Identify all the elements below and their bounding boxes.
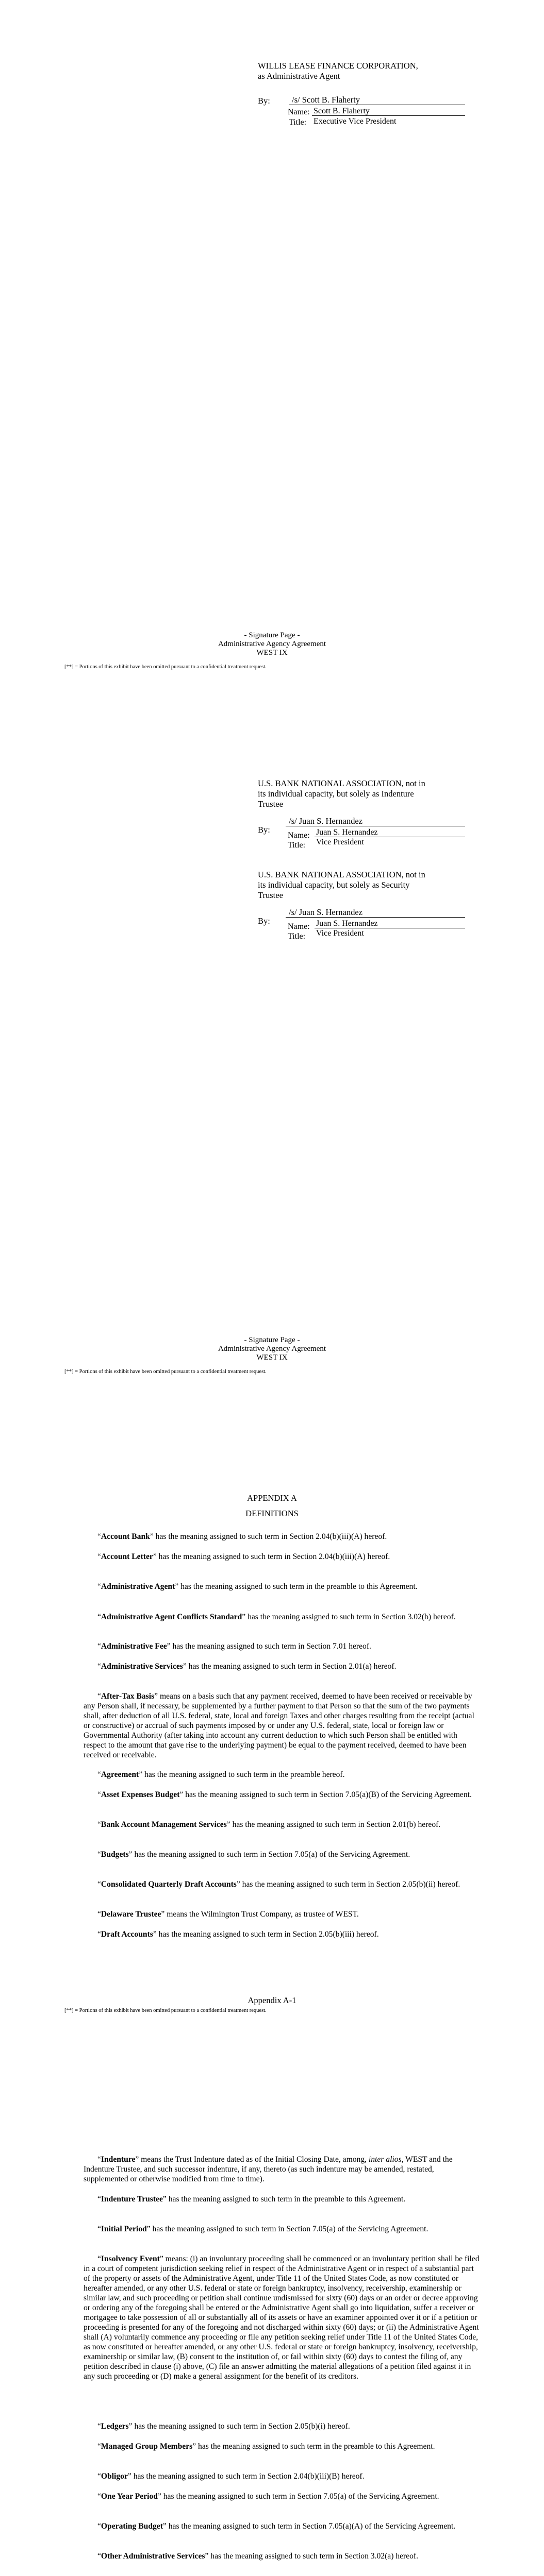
name-value: Scott B. Flaherty <box>314 107 370 115</box>
definition-draft-accounts: “Draft Accounts” has the meaning assigned to such term in Section 2.05(b)(iii) hereof. <box>97 1930 379 1939</box>
security-trustee-name: U.S. BANK NATIONAL ASSOCIATION, not in <box>258 870 425 879</box>
agreement-caption: Administrative Agency Agreement <box>218 640 326 648</box>
definition-bank-account-management: “Bank Account Management Services” has the meaning assigned to such term in Section 2.01(b) hereof. <box>97 1820 441 1829</box>
definition-delaware-trustee: “Delaware Trustee” means the Wilmington Trust Company, as trustee of WEST. <box>97 1910 359 1919</box>
title-value: Executive Vice President <box>314 117 397 126</box>
title-label: Title: <box>288 932 306 941</box>
definition-agreement: “Agreement” has the meaning assigned to such term in the preamble hereof. <box>97 1770 345 1779</box>
definition-account-letter: “Account Letter” has the meaning assigned to such term in Section 2.04(b)(iii)(A) hereof. <box>97 1552 390 1561</box>
confidential-note: [**] = Portions of this exhibit have been omitted pursuant to a confidential treatment request. <box>64 2008 267 2013</box>
trustee-name: U.S. BANK NATIONAL ASSOCIATION, not in <box>258 778 425 788</box>
company-capacity: as Administrative Agent <box>258 71 340 81</box>
definition-budgets: “Budgets” has the meaning assigned to such term in Section 7.05(a) of the Servicing Agreement. <box>97 1850 410 1859</box>
definition-consolidated-draft-accounts: “Consolidated Quarterly Draft Accounts” has the meaning assigned to such term in Section 2.05(b)(ii) hereof. <box>97 1880 460 1889</box>
name-value: Juan S. Hernandez <box>316 828 378 837</box>
definition-one-year-period: “One Year Period” has the meaning assigned to such term in Section 7.05(a) of the Servicing Agreement. <box>97 2492 439 2501</box>
name-label: Name: <box>288 831 310 840</box>
deal-caption: WEST IX <box>256 649 288 657</box>
security-trustee-capacity-cont: Trustee <box>258 890 283 900</box>
deal-caption: WEST IX <box>256 1353 288 1362</box>
definitions-heading: DEFINITIONS <box>245 1509 299 1518</box>
signature-page-caption: - Signature Page - <box>244 1336 300 1344</box>
definition-after-tax-basis: “After-Tax Basis” means on a basis such that any payment received, deemed to have been received or receivable by any Person shall, if necessary, be supplemented by a further payment to that Person so that the sum of the two payments shall, after deduction of all U.S. federal, state, local and foreign Taxes and other charges resulting from the receipt (actual or constructive) or accrual of such payments imposed by or under any U.S. federal, state, local or foreign law or Governmental Authority (after taking into account any current deduction to which such Person shall be entitled with respect to the amount that gave rise to the underlying payment) be equal to the payment received, deemed to have been received or receivable. <box>84 1692 474 1759</box>
confidential-note: [**] = Portions of this exhibit have been omitted pursuant to a confidential treatment request. <box>64 664 267 670</box>
definition-insolvency-event: “Insolvency Event” means: (i) an involuntary proceeding shall be commenced or an involuntary petition shall be filed in a court of competent jurisdiction seeking relief in respect of the Administrative Agent or in respect of a substantial part of the property or assets of the Administrative Agent, under Title 11 of the United States Code, as now constituted or hereafter amended, or any other U.S. federal or state or foreign bankruptcy, insolvency, receivership, examinership or similar law, and such proceeding or petition shall continue undismissed for sixty (60) days or an order or decree approving or ordering any of the foregoing shall be entered or the Administrative Agent shall go into liquidation, suffer a receiver or mortgagee to take possession of all or substantially all of its assets or have an examiner appointed over it or if a petition or proceeding is presented for any of the foregoing and not discharged within sixty (60) days; or (ii) the Administrative Agent shall (A) voluntarily commence any proceeding or file any petition seeking relief under Title 11 of the United States Code, as now constituted or hereafter amended, or any other U.S. federal or state or foreign bankruptcy, insolvency, receivership, examinership or similar law, (B) consent to the institution of, or fail within sixty (60) days to contest the filing of, any petition described in clause (i) above, (C) file an answer admitting the material allegations of a petition filed against it in any such proceeding or (D) make a general assignment for the benefit of its creditors. <box>84 2255 480 2381</box>
title-value: Vice President <box>316 838 364 846</box>
name-line <box>312 115 465 116</box>
definition-ledgers: “Ledgers” has the meaning assigned to such term in Section 2.05(b)(i) hereof. <box>97 2422 350 2431</box>
definition-administrative-services: “Administrative Services” has the meaning assigned to such term in Section 2.01(a) hereof. <box>97 1662 397 1671</box>
title-label: Title: <box>289 118 307 127</box>
definition-indenture: “Indenture” means the Trust Indenture dated as of the Initial Closing Date, among, inter alios, WEST and the Indenture Trustee, and such successor indenture, if any, thereto (as such indenture may be amended, restated, supplemented or otherwise modified from time to time). <box>84 2155 453 2183</box>
trustee-capacity-cont: Trustee <box>258 799 283 809</box>
definition-indenture-trustee: “Indenture Trustee” has the meaning assigned to such term in the preamble to this Agreement. <box>97 2195 406 2204</box>
company-name: WILLIS LEASE FINANCE CORPORATION, <box>258 61 418 71</box>
confidential-note: [**] = Portions of this exhibit have been omitted pursuant to a confidential treatment request. <box>64 1369 267 1375</box>
definition-administrative-agent: “Administrative Agent” has the meaning assigned to such term in the preamble to this Agreement. <box>97 1582 418 1591</box>
signature-text: /s/ Scott B. Flaherty <box>292 95 360 105</box>
definition-account-bank: “Account Bank” has the meaning assigned to such term in Section 2.04(b)(iii)(A) hereof. <box>97 1532 387 1541</box>
by-label: By: <box>258 825 270 835</box>
definition-operating-budget: “Operating Budget” has the meaning assigned to such term in Section 7.05(a)(A) of the Servicing Agreement. <box>97 2522 456 2531</box>
signature-page-caption: - Signature Page - <box>244 631 300 639</box>
definition-obligor: “Obligor” has the meaning assigned to such term in Section 2.04(b)(iii)(B) hereof. <box>97 2472 365 2481</box>
name-label: Name: <box>288 922 310 931</box>
name-label: Name: <box>288 108 310 116</box>
appendix-heading: APPENDIX A <box>247 1493 297 1503</box>
trustee-capacity: its individual capacity, but solely as Indenture <box>258 789 414 799</box>
signature-line <box>286 917 465 918</box>
definition-conflicts-standard: “Administrative Agent Conflicts Standard” has the meaning assigned to such term in Section 3.02(b) hereof. <box>97 1613 456 1621</box>
name-value: Juan S. Hernandez <box>316 919 378 928</box>
by-label: By: <box>258 916 270 926</box>
page-footer: Appendix A-1 <box>248 1995 296 2005</box>
definition-other-administrative-services: “Other Administrative Services” has the meaning assigned to such term in Section 3.02(a) hereof. <box>97 2552 419 2561</box>
definition-administrative-fee: “Administrative Fee” has the meaning assigned to such term in Section 7.01 hereof. <box>97 1642 371 1651</box>
definition-managed-group-members: “Managed Group Members” has the meaning assigned to such term in the preamble to this Agreement. <box>97 2442 435 2451</box>
security-trustee-capacity: its individual capacity, but solely as Security <box>258 880 410 890</box>
definition-asset-expenses-budget: “Asset Expenses Budget” has the meaning assigned to such term in Section 7.05(a)(B) of the Servicing Agreement. <box>97 1790 472 1799</box>
signature-text: /s/ Juan S. Hernandez <box>289 816 362 826</box>
agreement-caption: Administrative Agency Agreement <box>218 1345 326 1353</box>
title-label: Title: <box>288 841 306 850</box>
title-value: Vice President <box>316 929 364 938</box>
definition-initial-period: “Initial Period” has the meaning assigned to such term in Section 7.05(a) of the Servicing Agreement. <box>97 2225 428 2233</box>
by-label: By: <box>258 96 270 106</box>
signature-text: /s/ Juan S. Hernandez <box>289 907 362 917</box>
